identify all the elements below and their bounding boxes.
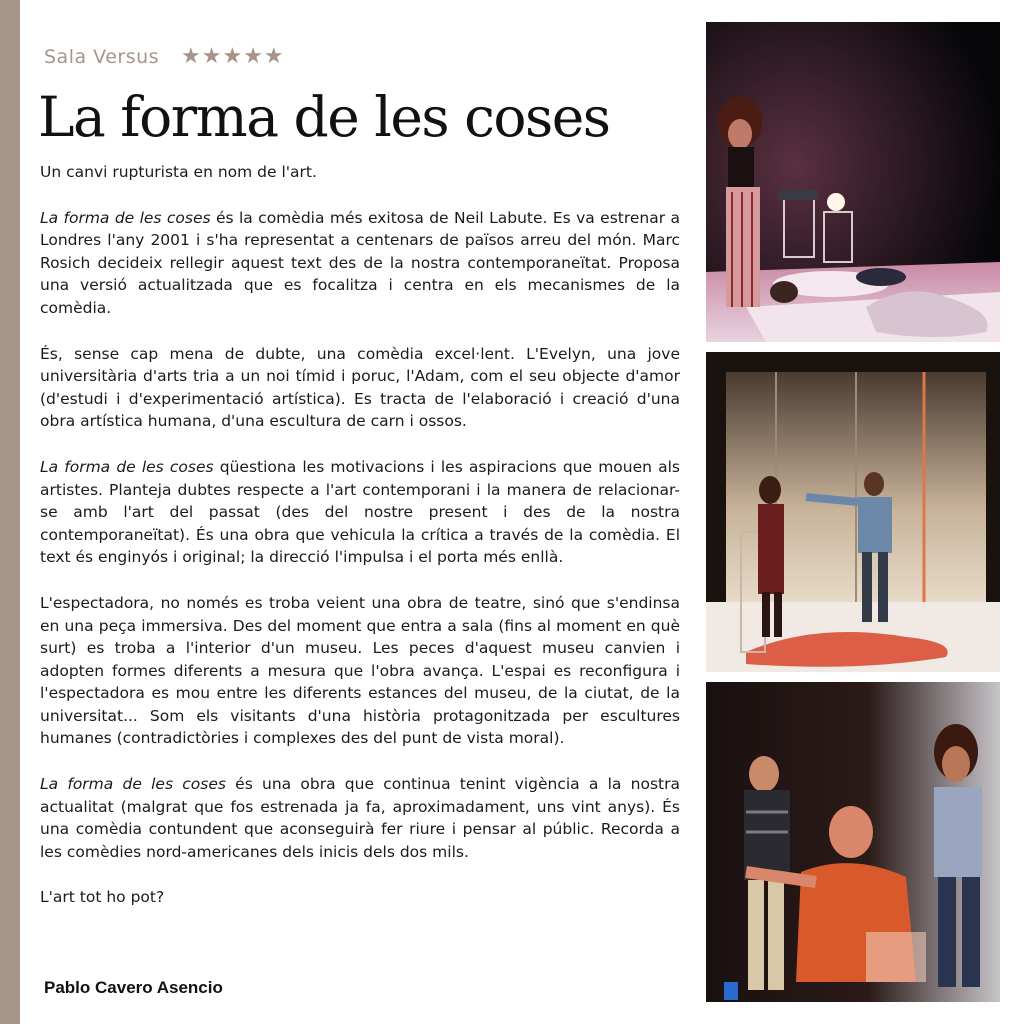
paragraph-1-text: és la comèdia més exitosa de Neil Labute. Es va estrenar a Londres l'any 2001 i s'ha representat a centenars de països arreu del món. Marc Rosich decideix rellegir aquest text des de la nostra contemporaneïtat. Proposa una versió actualitzada que es focalitza i centra en els mecanismes de la comèdia. (40, 208, 680, 317)
stage-photo-1 (706, 22, 1000, 342)
paragraph-4: L'espectadora, no només es troba veient una obra de teatre, sinó que s'endinsa en una peça immersiva. Des del moment que entra a sala (fins al moment en què surt) es troba a l'interior d'un museu. Les peces d'aquest museu canvien i adopten formes diferents a mesura que l'obra avança. L'espai es reconfigura i l'espectadora es mou entre les diferents estances del museu, de la ciutat, de la universitat... Som els visitants d'una història protagonitzada per escultures humanes (contradictòries i complexes des del punt de vista moral). (40, 593, 680, 748)
star-rating: ★★★★★ (181, 44, 285, 69)
venue-name: Sala Versus (44, 45, 160, 68)
stage-photo-3 (706, 682, 1000, 1002)
side-accent-bar (0, 0, 20, 1024)
play-title-ref: La forma de les coses (40, 457, 214, 476)
paragraph-5-text: és una obra que continua tenint vigència a la nostra actualitat (malgrat que fos estrenada ja fa, aproximadament, uns vint anys). És una comèdia contundent que aconseguirà fer riure i pensar al públic. Recorda a les comèdies nord-americanes dels inicis dels dos mils. (40, 775, 680, 861)
article-body (40, 161, 680, 932)
author-name: Pablo Cavero Asencio (44, 978, 223, 997)
play-title-ref: La forma de les coses (40, 208, 211, 227)
paragraph-3 (40, 456, 680, 569)
closing-question: L'art tot ho pot? (40, 888, 165, 907)
header-meta (44, 44, 285, 69)
play-title-ref: La forma de les coses (40, 775, 226, 794)
paragraph-3-text: qüestiona les motivacions i les aspiracions que mouen als artistes. Planteja dubtes respecte a l'art contemporani i la manera de relacionar-se amb l'art del passat (des del nostre present i des de la nostra contemporaneïtat). És una obra que vehicula la crítica a través de la comèdia. El text és enginyós i original; la direcció l'impulsa i el porta més enllà. (40, 457, 680, 567)
paragraph-1 (40, 207, 680, 320)
paragraph-2: És, sense cap mena de dubte, una comèdia excel·lent. L'Evelyn, una jove universitària d'arts tria a un noi tímid i poruc, l'Adam, com el seu objecte d'amor (d'estudi i d'experimentació artística). Es tracta de l'elaboració i creació d'una obra artística humana, d'una escultura de carn i ossos. (40, 344, 680, 431)
stage-photo-2 (706, 352, 1000, 672)
paragraph-5 (40, 773, 680, 863)
page-title: La forma de les coses (38, 85, 610, 149)
article-subtitle: Un canvi rupturista en nom de l'art. (40, 163, 317, 181)
